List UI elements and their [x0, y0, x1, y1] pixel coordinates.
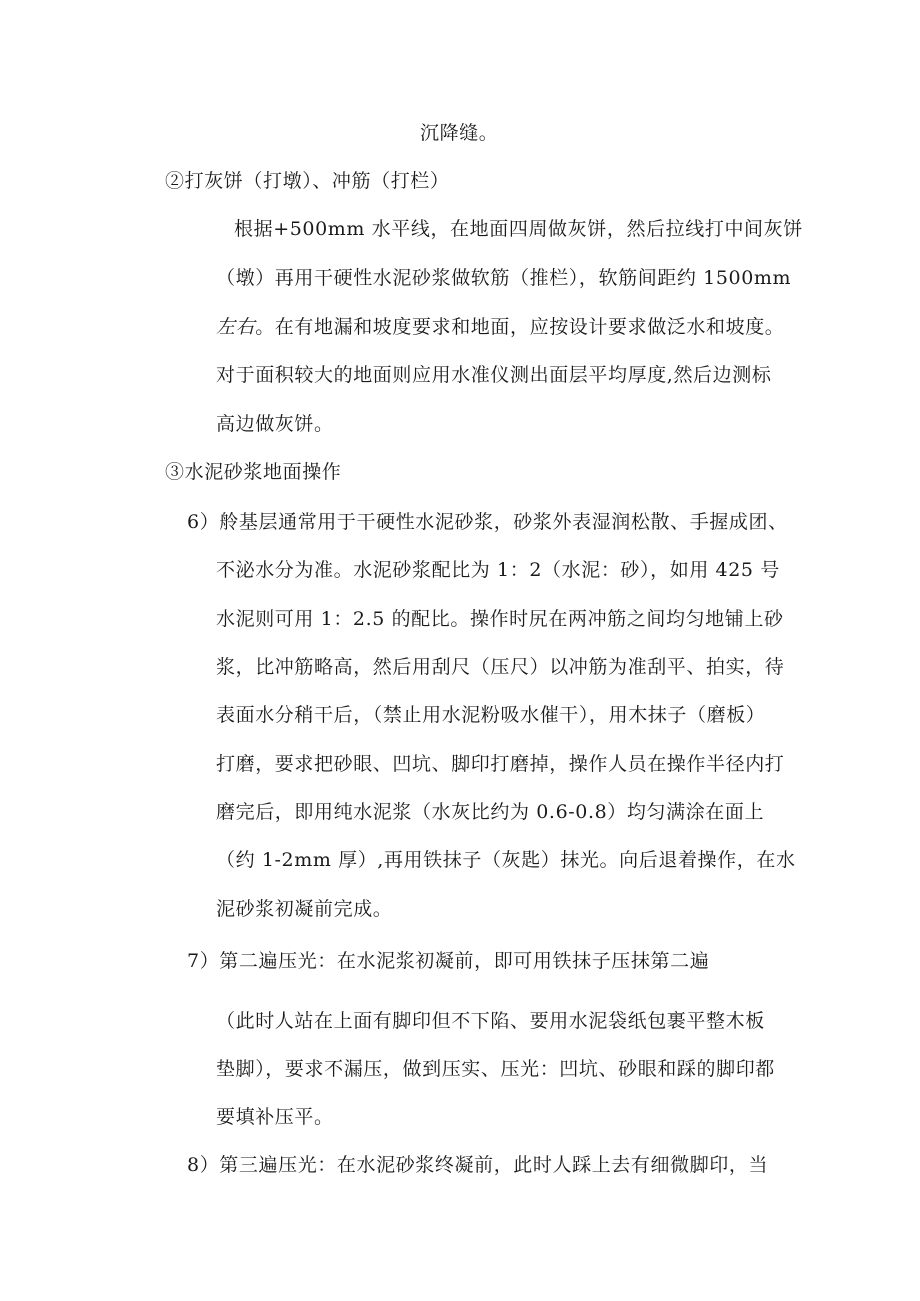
item-8-line: 8）第三遍压光：在水泥砂浆终凝前，此时人踩上去有细微脚印，当	[187, 1154, 769, 1176]
paragraph-line	[216, 315, 784, 339]
italic-fragment: 左右	[216, 316, 256, 338]
section-3-heading: ③水泥砂浆地面操作	[165, 461, 342, 483]
item-6-line: 表面水分稍干后，（禁止用水泥粉吸水催干），用木抹子（磨板）	[216, 704, 766, 726]
item-6-line: 6）舲基层通常用于干硬性水泥砂浆，砂浆外表湿润松散、手握成团、	[187, 511, 788, 533]
paragraph-line: （墩）再用干硬性水泥砂浆做软筋（推栏），软筋间距约 1500mm	[216, 267, 792, 289]
item-6-line: 不泌水分为准。水泥砂浆配比为 1：2（水泥：砂），如用 425 号	[216, 559, 780, 581]
item-6-line: 磨完后，即用纯水泥浆（水灰比约为 0.6-0.8）均匀满涂在面上	[216, 801, 765, 823]
item-6-line: 泥砂浆初凝前完成。	[216, 898, 393, 920]
item-7-line: 要填补压平。	[216, 1106, 334, 1128]
item-7-line: 7）第二遍压光：在水泥浆初凝前，即可用铁抹子压抹第二遍	[187, 950, 710, 972]
item-6-line: 浆，比冲筋略高，然后用刮尺（压尺）以冲筋为准刮平、拍实，待	[216, 656, 785, 678]
item-7-line: （此时人站在上面有脚印但不下陷、要用水泥袋纸包裹平整木板	[216, 1010, 765, 1032]
item-6-line: 水泥则可用 1：2.5 的配比。操作时尻在两冲筋之间均匀地铺上砂	[216, 608, 784, 630]
item-6-line: （约 1-2mm 厚）,再用铁抹子（灰匙）抹光。向后退着操作，在水	[216, 849, 796, 871]
paragraph-line: 高边做灰饼。	[216, 413, 334, 435]
item-7-line: 垫脚），要求不漏压，做到压实、压光：凹坑、砂眼和踩的脚印都	[216, 1058, 775, 1080]
paragraph-fragment: 。在有地漏和坡度要求和地面，应按设计要求做泛水和坡度。	[255, 316, 785, 338]
paragraph-line: 对于面积较大的地面则应用水准仪测出面层平均厚度,然后边测标	[216, 364, 772, 386]
paragraph-line: 根据+500mm 水平线，在地面四周做灰饼，然后拉线打中间灰饼	[234, 218, 803, 240]
section-2-heading: ②打灰饼（打墩）、冲筋（打栏）	[165, 170, 450, 192]
intro-line: 沉降缝。	[420, 122, 499, 144]
item-6-line: 打磨，要求把砂眼、凹坑、脚印打磨掉，操作人员在操作半径内打	[216, 753, 785, 775]
